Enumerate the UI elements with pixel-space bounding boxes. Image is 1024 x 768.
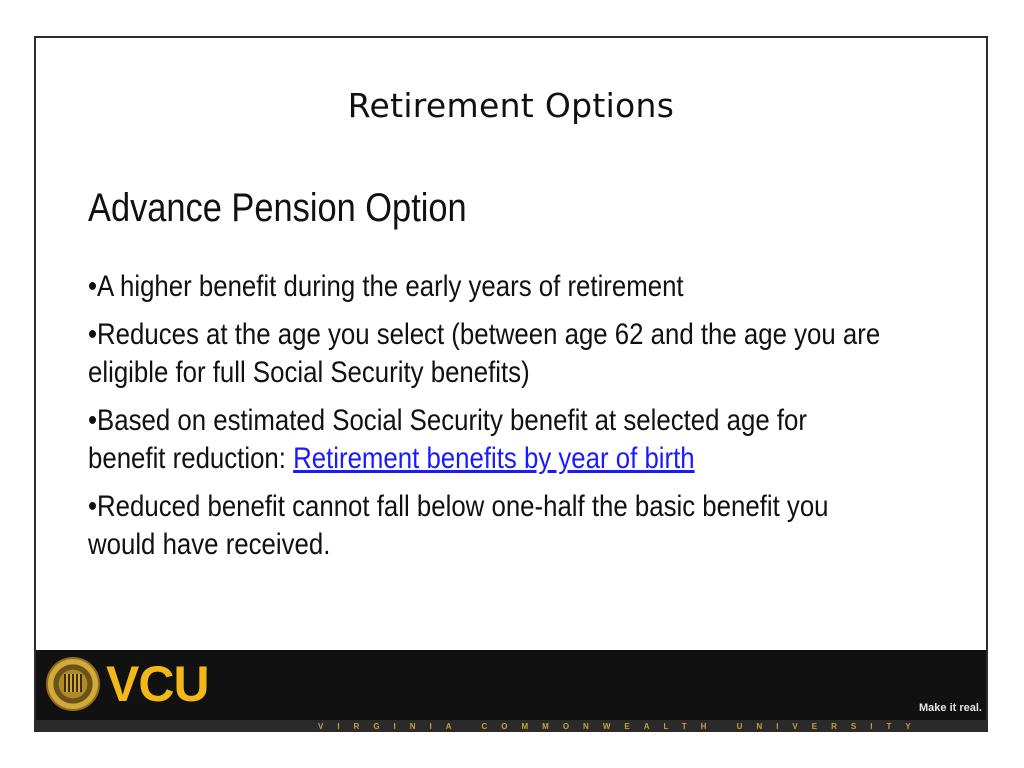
vcu-logo: VCU [106,656,209,712]
bullet-text: •Reduced benefit cannot fall below one-half the basic benefit you would have received. [88,490,829,561]
bullet-item [88,488,888,564]
slide-title: Retirement Options [347,86,675,125]
bullet-text: •Reduces at the age you select (between age 62 and the age you are eligible for full Social Security benefits) [88,318,881,389]
university-seal-icon [46,657,100,711]
bullet-item [88,268,888,306]
bullet-item [88,316,888,392]
slide [34,36,988,732]
bullet-list [88,268,888,574]
retirement-benefits-link[interactable]: Retirement benefits by year of birth [293,442,695,475]
slide-subtitle: Advance Pension Option [88,186,467,230]
bullet-text: •A higher benefit during the early years of retirement [88,270,684,303]
bullet-item [88,402,888,478]
bullet-text: •Based on estimated Social Security benefit at selected age for benefit reduction: [88,404,807,475]
university-name: VIRGINIA COMMONWEALTH UNIVERSITY [318,722,925,731]
tagline: Make it real. [919,702,982,714]
